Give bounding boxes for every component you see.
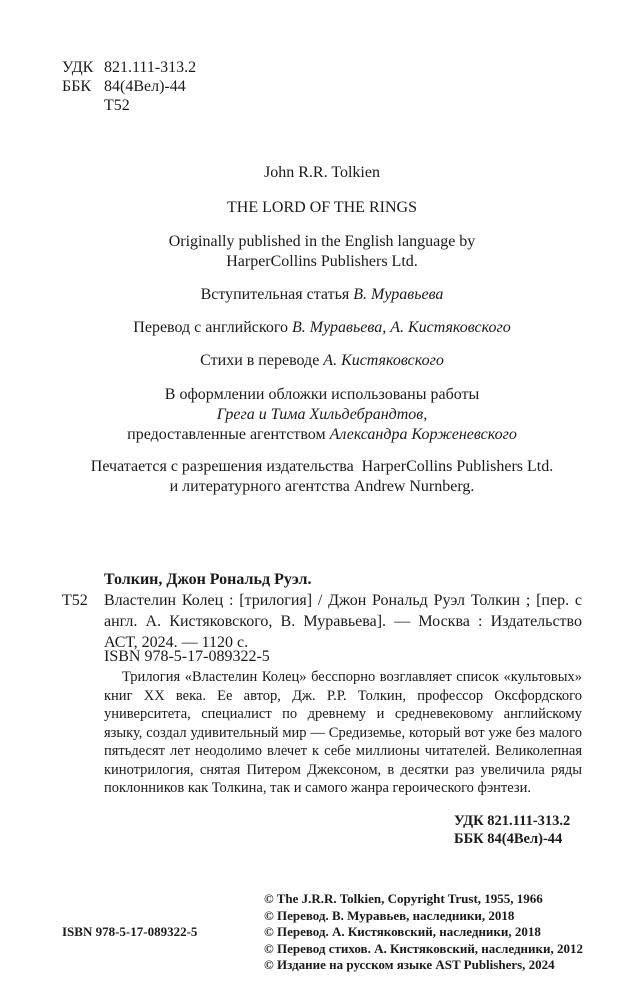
publisher-line-2: HarperCollins Publishers Ltd. [226,253,418,270]
udk-value: 821.111-313.2 [104,59,197,76]
poems-text: Стихи в переводе [200,352,320,369]
classification-block [62,58,196,115]
copyright-line: © The J.R.R. Tolkien, Copyright Trust, 1955, 1966 [264,891,543,906]
entry-abstract: Трилогия «Властелин Колец» бесспорно возглавляет список «культовых» книг XX века. Ее автор, Дж. Р.Р. Толкин, профессор Оксфордского университета, специалист по древнему и средневековому английскому языку, создал удивительный мир — Средиземье, который вот уже без малого пятьдесят лет неодолимо влечет к себе миллионы читателей. Великолепная кинотрилогия, снятая Питером Джексоном, в десятки раз увеличила ряды поклонников как Толкина, так и самого жанра героического фэнтези. [104,669,582,796]
catalog-bbk: ББК 84(4Вел)-44 [454,831,563,847]
translation-names: В. Муравьева, А. Кистяковского [292,319,511,336]
entry-code: Т52 [62,592,88,609]
entry-description: Властелин Колец : [трилогия] / Джон Рональд Руэл Толкин ; [пер. с англ. А. Кистяковского, В. Муравьева]. — Москва : Издательство АСТ, 2024. — 1120 с. [104,592,582,651]
original-publisher [0,232,644,272]
permission-line-2: и литературного агентства Andrew Nurnberg. [169,478,475,495]
copyright-line: © Перевод стихов. А. Кистяковский, наследники, 2012 [264,940,584,956]
permission-note [0,457,644,497]
translation-text: Перевод с английского [133,319,289,336]
copyright-line: © Перевод. А. Кистяковский, наследники, 2018 [264,924,541,939]
poems-credit [0,351,644,371]
translation-credit [0,318,644,338]
copyright-line: © Издание на русском языке AST Publishers, 2024 [264,957,555,972]
cover-line-1: В оформлении обложки использованы работы [164,386,480,403]
intro-text: Вступительная статья [200,286,350,303]
udk-label: УДК [62,59,94,76]
copyright-block [264,891,583,974]
intro-name: В. Муравьева [353,286,444,303]
cover-credit [0,385,644,445]
entry-isbn: ISBN 978-5-17-089322-5 [104,648,270,665]
poems-name: А. Кистяковского [323,352,444,369]
cover-line-3-text: предоставленные агентством [127,426,326,443]
author-code: Т52 [104,97,130,114]
cover-line-2: Грега и Тима Хильдебрандтов, [216,406,428,423]
original-author: John R.R. Tolkien [264,164,380,181]
copyright-line: © Перевод. В. Муравьев, наследники, 2018 [264,907,515,923]
intro-credit [0,285,644,305]
catalog-codes [454,812,570,848]
permission-line-1: Печатается с разрешения издательства HarperCollins Publishers Ltd. [90,458,554,475]
catalog-entry [62,569,582,653]
footer-isbn: ISBN 978-5-17-089322-5 [62,924,198,939]
original-title: THE LORD OF THE RINGS [227,199,417,216]
bbk-value: 84(4Вел)-44 [104,78,186,95]
bbk-label: ББК [62,78,92,95]
publisher-line-1: Originally published in the English language by [168,233,476,250]
entry-author: Толкин, Джон Рональд Руэл. [104,571,312,588]
catalog-udk: УДК 821.111-313.2 [454,813,571,829]
cover-line-3-name: Александра Корженевского [329,426,517,443]
